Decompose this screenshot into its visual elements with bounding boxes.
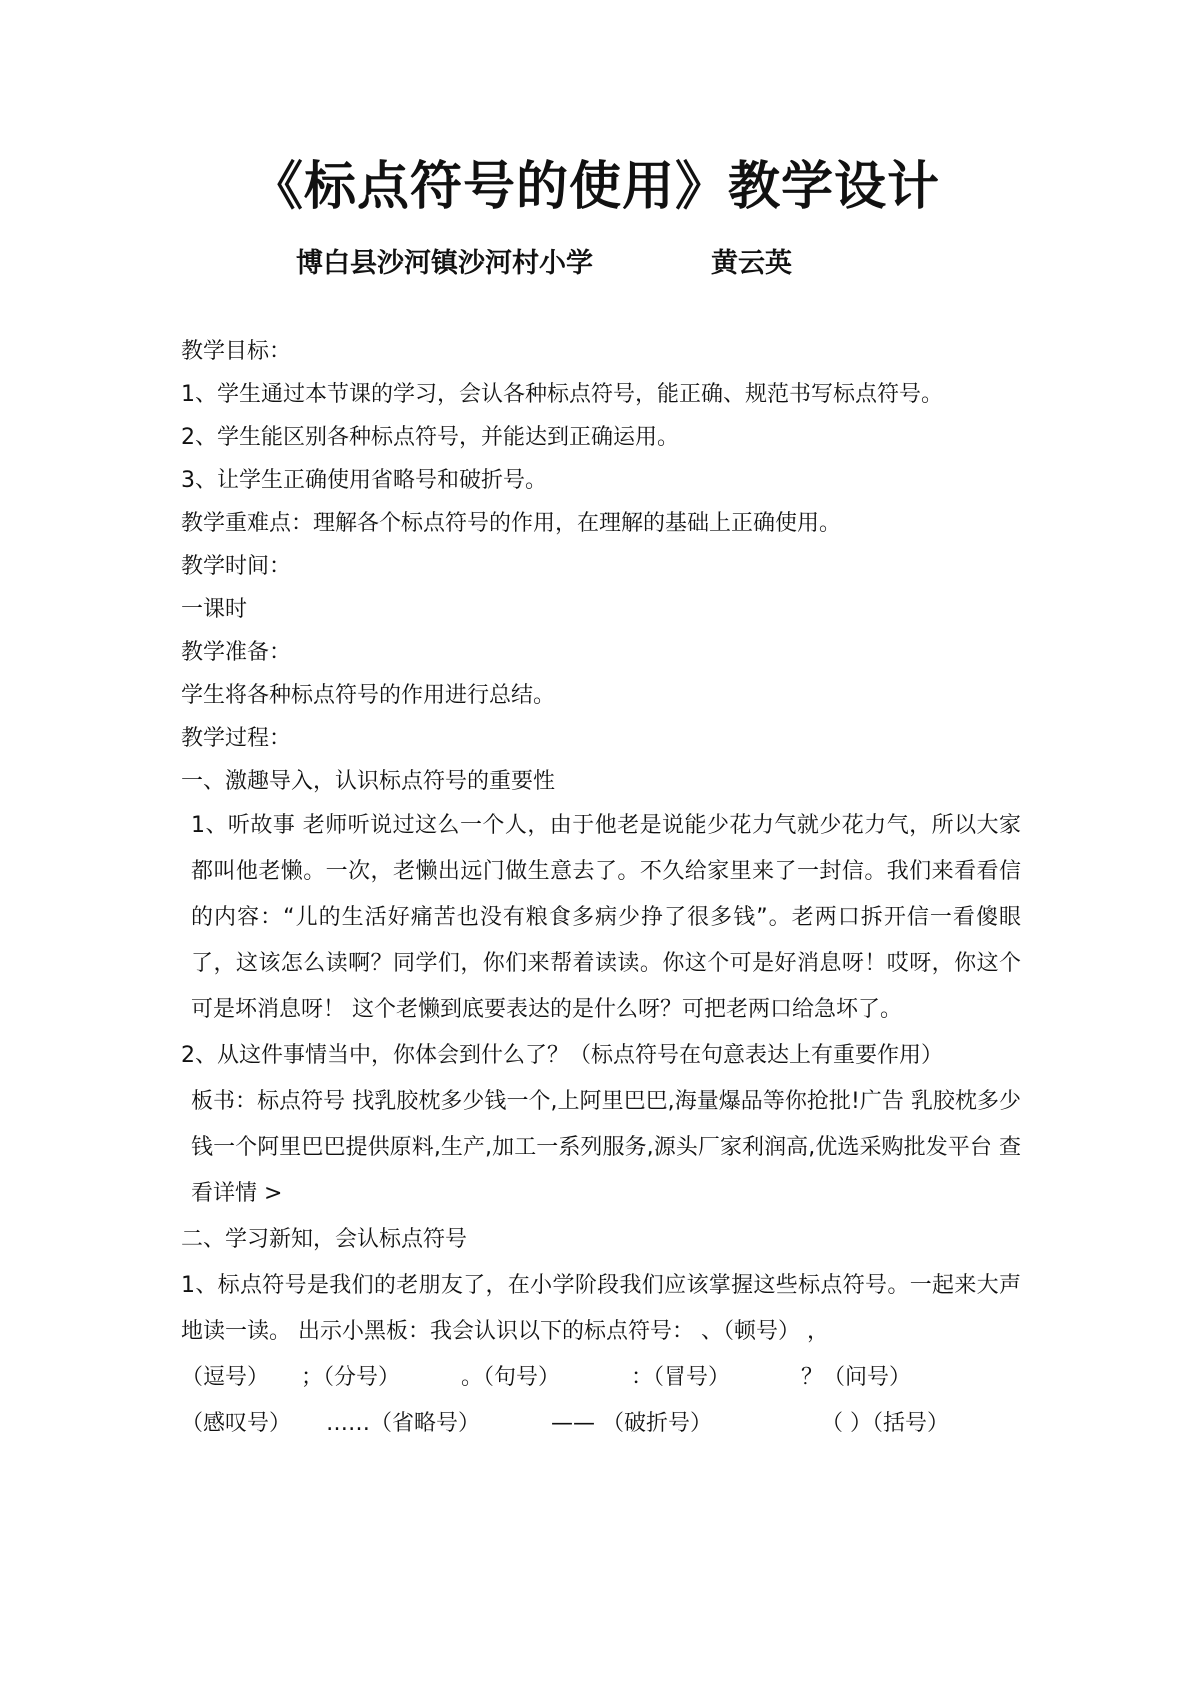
board-paragraph: 板书：标点符号 找乳胶枕多少钱一个,上阿里巴巴,海量爆品等你抢批!广告 乳胶枕多少钱一个阿里巴巴提供原料,生产,加工一系列服务,源头厂家利润高,优选采购批发平台 查看详情 > <box>191 1089 1021 1206</box>
symbol-dash: —— （破折号） <box>551 1411 712 1436</box>
symbol-parentheses: （ ）（括号） <box>821 1411 949 1436</box>
new-knowledge-paragraph: 1、标点符号是我们的老朋友了，在小学阶段我们应该掌握这些标点符号。一起来大声地读一读。 出示小黑板：我会认识以下的标点符号： 、（顿号） ， <box>181 1273 1021 1344</box>
insight-line: 2、从这件事情当中，你体会到什么了？（标点符号在句意表达上有重要作用） <box>181 1043 943 1068</box>
symbol-exclamation: （感叹号） <box>181 1411 292 1436</box>
goal-1: 1、学生通过本节课的学习，会认各种标点符号，能正确、规范书写标点符号。 <box>181 382 943 407</box>
author-name: 黄云英 <box>711 248 792 279</box>
symbol-colon: ：（冒号） <box>631 1365 731 1390</box>
symbols-row-1 <box>181 1355 1021 1401</box>
symbol-period: 。（句号） <box>461 1365 561 1390</box>
process-heading: 教学过程： <box>181 726 292 751</box>
symbols-row-2 <box>181 1401 1021 1447</box>
symbol-comma: （逗号） <box>181 1365 270 1390</box>
goal-3: 3、让学生正确使用省略号和破折号。 <box>181 468 547 493</box>
part1-heading: 一、激趣导入，认识标点符号的重要性 <box>181 769 556 794</box>
symbol-semicolon: ；（分号） <box>301 1365 401 1390</box>
byline <box>296 244 792 284</box>
symbol-question: ？（问号） <box>801 1365 912 1390</box>
part2-heading: 二、学习新知，会认标点符号 <box>181 1227 468 1252</box>
difficulty-line: 教学重难点：理解各个标点符号的作用，在理解的基础上正确使用。 <box>181 511 842 536</box>
symbol-ellipsis: ……（省略号） <box>326 1411 481 1436</box>
goals-heading: 教学目标： <box>181 339 292 364</box>
goal-2: 2、学生能区别各种标点符号，并能达到正确运用。 <box>181 425 679 450</box>
prep-heading: 教学准备： <box>181 640 292 665</box>
time-heading: 教学时间： <box>181 554 292 579</box>
document-body <box>181 330 1021 1447</box>
page-title: 《标点符号的使用》教学设计 <box>250 156 940 217</box>
time-value: 一课时 <box>181 597 248 622</box>
story-paragraph: 1、听故事 老师听说过这么一个人，由于他老是说能少花力气就少花力气，所以大家都叫他老懒。一次，老懒出远门做生意去了。不久给家里来了一封信。我们来看看信的内容：“儿的生活好痛苦也没有粮食多病少挣了很多钱”。老两口拆开信一看傻眼了，这该怎么读啊？同学们，你们来帮着读读。你这个可是好消息呀！哎呀，你这个可是坏消息呀！ 这个老懒到底要表达的是什么呀？可把老两口给急坏了。 <box>191 813 1021 1022</box>
prep-value: 学生将各种标点符号的作用进行总结。 <box>181 683 556 708</box>
school-name: 博白县沙河镇沙河村小学 <box>296 248 593 279</box>
